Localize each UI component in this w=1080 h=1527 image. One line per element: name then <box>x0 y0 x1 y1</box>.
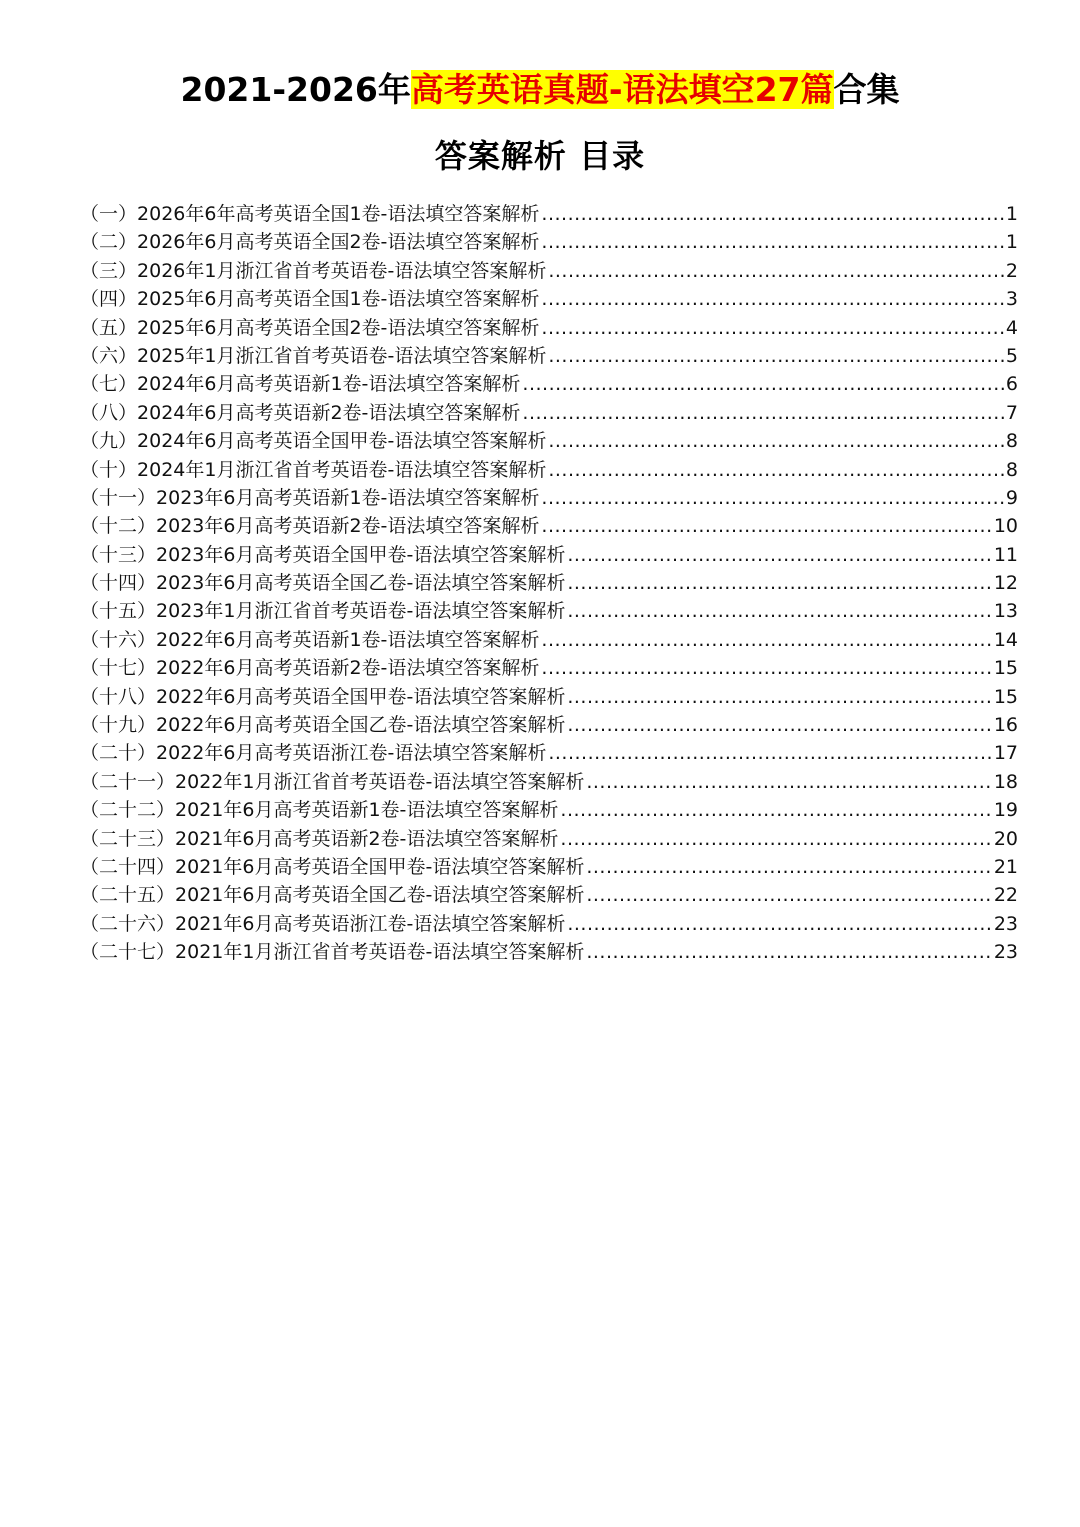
toc-entry-page-number: 13 <box>993 600 1018 623</box>
toc-dot-leader <box>522 370 1004 398</box>
toc-entry-label: 2023年1月浙江省首考英语卷-语法填空答案解析 <box>156 600 566 623</box>
toc-entry-page-number: 14 <box>993 628 1018 651</box>
toc-entry-label: 2025年1月浙江省首考英语卷-语法填空答案解析 <box>137 344 547 367</box>
toc-entry-page-number: 16 <box>993 714 1018 737</box>
toc-entry[interactable] <box>80 257 1018 285</box>
toc-dot-leader <box>541 228 1004 256</box>
toc-entry-number: （八） <box>80 401 138 424</box>
toc-entry-number: （二十七） <box>80 941 176 964</box>
toc-dot-leader <box>586 881 991 909</box>
toc-entry-page-number: 20 <box>993 827 1018 850</box>
toc-entry-page-number: 8 <box>1005 458 1018 481</box>
toc-entry-number: （二） <box>80 231 138 254</box>
toc-entry-page-number: 19 <box>993 799 1018 822</box>
toc-dot-leader <box>567 541 991 569</box>
toc-entry-page-number: 12 <box>993 572 1018 595</box>
toc-entry[interactable] <box>80 200 1018 228</box>
toc-entry-page-number: 4 <box>1005 316 1018 339</box>
toc-entry-label: 2021年6月高考英语浙江卷-语法填空答案解析 <box>175 912 566 935</box>
toc-entry-page-number: 11 <box>993 543 1018 566</box>
toc-entry-label: 2023年6月高考英语全国乙卷-语法填空答案解析 <box>156 572 566 595</box>
page-subtitle: 答案解析 目录 <box>434 137 646 175</box>
toc-entry-label: 2024年1月浙江省首考英语卷-语法填空答案解析 <box>137 458 547 481</box>
toc-entry-label: 2024年6月高考英语全国甲卷-语法填空答案解析 <box>137 430 547 453</box>
toc-entry-page-number: 18 <box>993 770 1018 793</box>
toc-entry-label: 2021年6月高考英语全国甲卷-语法填空答案解析 <box>175 855 585 878</box>
toc-dot-leader <box>567 683 991 711</box>
toc-entry-label: 2024年6月高考英语新2卷-语法填空答案解析 <box>137 401 521 424</box>
toc-dot-leader <box>541 314 1004 342</box>
toc-dot-leader <box>541 626 991 654</box>
toc-entry-label: 2022年6月高考英语新1卷-语法填空答案解析 <box>156 628 540 651</box>
toc-entry[interactable] <box>80 796 1018 824</box>
toc-entry-number: （二十四） <box>80 855 176 878</box>
toc-entry-page-number: 23 <box>993 941 1018 964</box>
toc-entry-number: （一） <box>80 203 138 225</box>
toc-entry-label: 2021年1月浙江省首考英语卷-语法填空答案解析 <box>175 941 585 964</box>
toc-dot-leader <box>567 597 991 625</box>
toc-entry[interactable] <box>80 626 1018 654</box>
toc-entry-number: （二十五） <box>80 884 176 907</box>
toc-entry-page-number: 21 <box>993 855 1018 878</box>
toc-entry-number: （十六） <box>80 628 157 651</box>
toc-dot-leader <box>586 938 991 966</box>
toc-entry-number: （二十三） <box>80 827 176 850</box>
toc-entry[interactable] <box>80 484 1018 512</box>
toc-entry-number: （十八） <box>80 685 157 708</box>
toc-entry-page-number: 10 <box>993 515 1018 538</box>
toc-entry-number: （十七） <box>80 657 157 680</box>
toc-dot-leader <box>541 484 1004 512</box>
toc-entry-number: （二十） <box>80 742 157 765</box>
toc-entry-label: 2021年6月高考英语新2卷-语法填空答案解析 <box>175 827 559 850</box>
toc-entry[interactable] <box>80 314 1018 342</box>
toc-entry-number: （三） <box>80 259 138 282</box>
toc-dot-leader <box>548 427 1004 455</box>
toc-entry-page-number: 8 <box>1005 430 1018 453</box>
title-suffix: 合集 <box>833 70 900 109</box>
toc-entry-page-number: 6 <box>1005 373 1018 396</box>
toc-entry-label: 2026年6年高考英语全国1卷-语法填空答案解析 <box>137 203 540 225</box>
toc-entry-page-number: 2 <box>1005 259 1018 282</box>
toc-dot-leader <box>541 512 991 540</box>
toc-entry-number: （十九） <box>80 714 157 737</box>
title-highlight: 高考英语真题-语法填空27篇 <box>410 70 834 109</box>
toc-entry-page-number: 22 <box>993 884 1018 907</box>
toc-entry[interactable] <box>80 456 1018 484</box>
page-title <box>0 64 1080 116</box>
toc-entry-label: 2022年6月高考英语全国甲卷-语法填空答案解析 <box>156 685 566 708</box>
toc-entry-label: 2021年6月高考英语新1卷-语法填空答案解析 <box>175 799 559 822</box>
toc-entry[interactable] <box>80 370 1018 398</box>
toc-entry-number: （十五） <box>80 600 157 623</box>
toc-dot-leader <box>567 910 991 938</box>
toc-entry-number: （十三） <box>80 543 157 566</box>
toc-dot-leader <box>522 399 1004 427</box>
toc-dot-leader <box>560 825 991 853</box>
toc-dot-leader <box>548 342 1004 370</box>
toc-entry[interactable] <box>80 938 1018 966</box>
toc-entry-label: 2022年6月高考英语新2卷-语法填空答案解析 <box>156 657 540 680</box>
toc-entry[interactable] <box>80 541 1018 569</box>
toc-entry-page-number: 23 <box>993 912 1018 935</box>
toc-entry-label: 2022年6月高考英语全国乙卷-语法填空答案解析 <box>156 714 566 737</box>
toc-entry-label: 2022年6月高考英语浙江卷-语法填空答案解析 <box>156 742 547 765</box>
toc-dot-leader <box>548 456 1004 484</box>
toc-entry[interactable] <box>80 285 1018 313</box>
toc-entry-number: （十） <box>80 458 138 481</box>
toc-entry-label: 2021年6月高考英语全国乙卷-语法填空答案解析 <box>175 884 585 907</box>
toc-entry-label: 2024年6月高考英语新1卷-语法填空答案解析 <box>137 373 521 396</box>
toc-entry-number: （十一） <box>80 486 157 509</box>
toc-entry-label: 2022年1月浙江省首考英语卷-语法填空答案解析 <box>175 770 585 793</box>
toc-entry-label: 2026年6月高考英语全国2卷-语法填空答案解析 <box>137 231 540 254</box>
toc-entry[interactable] <box>80 853 1018 881</box>
toc-dot-leader <box>541 285 1004 313</box>
toc-entry-label: 2023年6月高考英语全国甲卷-语法填空答案解析 <box>156 543 566 566</box>
toc-entry[interactable] <box>80 228 1018 256</box>
toc-entry[interactable] <box>80 569 1018 597</box>
toc-entry-number: （十二） <box>80 515 157 538</box>
table-of-contents <box>80 200 1018 967</box>
toc-entry-page-number: 9 <box>1005 486 1018 509</box>
toc-entry-number: （五） <box>80 316 138 339</box>
toc-entry-number: （六） <box>80 344 138 367</box>
toc-entry[interactable] <box>80 427 1018 455</box>
toc-dot-leader <box>541 654 991 682</box>
title-prefix: 2021-2026年 <box>180 70 411 109</box>
toc-entry-page-number: 7 <box>1005 401 1018 424</box>
toc-entry[interactable] <box>80 825 1018 853</box>
toc-dot-leader <box>548 739 991 767</box>
toc-dot-leader <box>586 853 991 881</box>
toc-entry-page-number: 15 <box>993 685 1018 708</box>
toc-entry-page-number: 1 <box>1005 203 1018 225</box>
toc-entry-number: （二十二） <box>80 799 176 822</box>
toc-entry[interactable] <box>80 597 1018 625</box>
toc-entry[interactable] <box>80 768 1018 796</box>
toc-entry-number: （二十一） <box>80 770 176 793</box>
toc-dot-leader <box>541 200 1004 228</box>
toc-entry-label: 2023年6月高考英语新2卷-语法填空答案解析 <box>156 515 540 538</box>
toc-entry-number: （七） <box>80 373 138 396</box>
toc-entry-label: 2026年1月浙江省首考英语卷-语法填空答案解析 <box>137 259 547 282</box>
toc-entry-page-number: 15 <box>993 657 1018 680</box>
toc-entry[interactable] <box>80 683 1018 711</box>
toc-entry[interactable] <box>80 910 1018 938</box>
toc-entry-label: 2025年6月高考英语全国1卷-语法填空答案解析 <box>137 288 540 311</box>
toc-entry-number: （十四） <box>80 572 157 595</box>
toc-dot-leader <box>567 569 991 597</box>
toc-entry-number: （二十六） <box>80 912 176 935</box>
toc-entry[interactable] <box>80 654 1018 682</box>
toc-entry-number: （四） <box>80 288 138 311</box>
toc-entry-label: 2023年6月高考英语新1卷-语法填空答案解析 <box>156 486 540 509</box>
toc-entry[interactable] <box>80 881 1018 909</box>
toc-entry-page-number: 17 <box>993 742 1018 765</box>
toc-entry[interactable] <box>80 342 1018 370</box>
toc-entry[interactable] <box>80 711 1018 739</box>
toc-entry-page-number: 1 <box>1005 231 1018 254</box>
toc-dot-leader <box>560 796 991 824</box>
toc-dot-leader <box>567 711 991 739</box>
toc-entry-label: 2025年6月高考英语全国2卷-语法填空答案解析 <box>137 316 540 339</box>
toc-dot-leader <box>586 768 991 796</box>
toc-dot-leader <box>548 257 1004 285</box>
toc-entry[interactable] <box>80 739 1018 767</box>
toc-entry-page-number: 5 <box>1005 344 1018 367</box>
toc-entry[interactable] <box>80 512 1018 540</box>
toc-entry-page-number: 3 <box>1005 288 1018 311</box>
toc-entry-number: （九） <box>80 430 138 453</box>
toc-entry[interactable] <box>80 399 1018 427</box>
